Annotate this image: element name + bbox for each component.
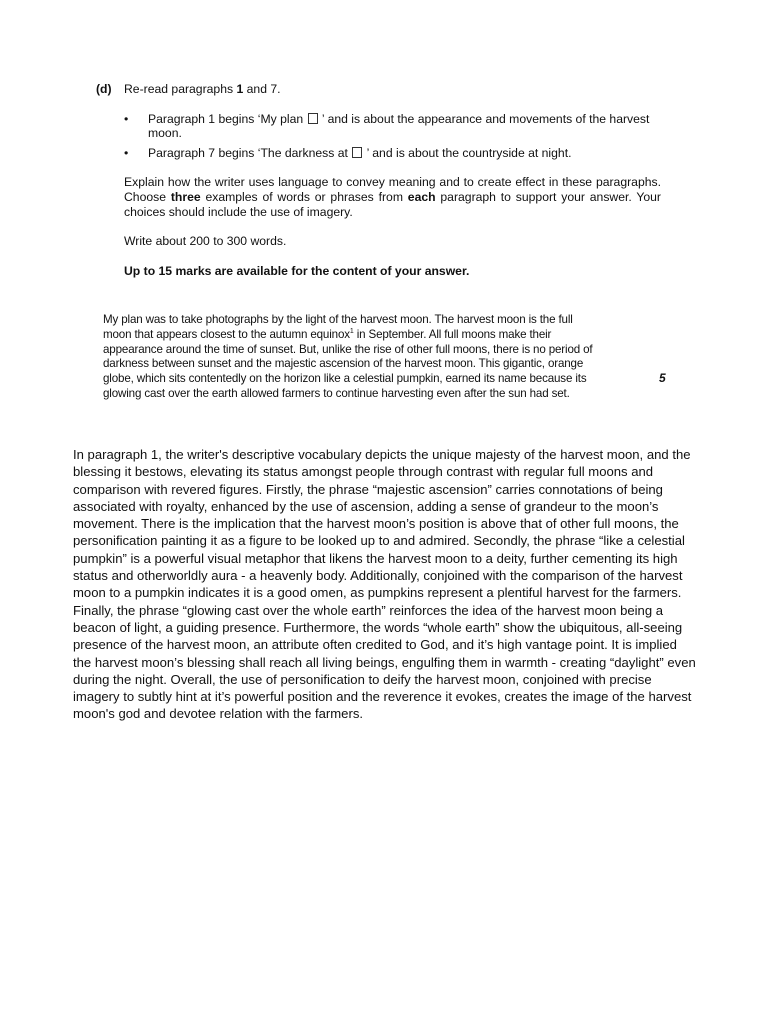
line-number: 5 <box>659 371 666 385</box>
explain-text-2: examples of words or phrases from <box>200 189 408 204</box>
bullet2-text: Paragraph 7 begins ‘The darkness at <box>148 145 352 160</box>
question-label: (d) <box>96 82 112 96</box>
student-answer: In paragraph 1, the writer's descriptive vocabulary depicts the unique majesty of the harvest moon, and the blessing it bestows, elevating its status amongst people through contrast with regular full moons and comparison with revered figures. Firstly, the phrase “majestic ascension” carries connotations of being associated with royalty, enhanced by the use of ascension, adding a sense of grandeur to the moon’s movement. There is the implication that the harvest moon’s position is above that of other full moons, the personification painting it as a figure to be looked up to and admired. Secondly, the phrase “like a celestial pumpkin” is a powerful visual metaphor that likens the harvest moon to a deity, further cementing its high status and otherworldly aura - a heavenly body. Additionally, conjoined with the comparison of the harvest moon to a pumpkin indicates it is a good omen, as pumpkins represent a plentiful harvest for the farmers. Finally, the phrase “glowing cast over the whole earth” reinforces the idea of the harvest moon being a beacon of light, a guiding presence. Furthermore, the words “whole earth” show the ubiquitous, all-seeing presence of the harvest moon, an attribute often credited to God, and it’s high vantage point. It is implied the harvest moon’s blessing shall reach all living beings, engulfing them in warmth - creating “daylight” even during the night. Overall, the use of personification to deify the harvest moon, conjoined with precise imagery to subtly hint at it’s powerful position and the reverence it evokes, creates the image of the harvest moon's god and devotee relation with the farmers. <box>73 447 696 722</box>
bullet1-text-end: ’ and is about the appearance and movements of the harvest moon. <box>148 111 650 141</box>
bullet-paragraph-7 <box>124 146 661 161</box>
footnote-marker: 1 <box>349 327 354 335</box>
instruction-paragraph-number: 1 <box>236 82 244 96</box>
explain-text-1: Explain how the writer uses language to convey meaning and to create effect in these paragraphs. Choose <box>124 175 661 204</box>
explain-text-3: paragraph to support your answer. Your choices should include the use of imagery. <box>124 189 661 219</box>
bullet2-text-end: ’ and is about the countryside at night. <box>363 145 572 160</box>
instruction-text: Re-read paragraphs <box>124 82 237 96</box>
marks-instruction: Up to 15 marks are available for the content of your answer. <box>124 263 470 278</box>
missing-glyph-box-icon <box>352 147 362 158</box>
missing-glyph-box-icon <box>308 113 318 124</box>
instruction-text-end: and 7. <box>243 82 281 96</box>
explain-bold-each: each <box>407 189 436 204</box>
question-bullet-list <box>124 112 661 161</box>
extract-text-end: in September. All full moons make their appearance around the time of sunset. But, unlike the rise of other full moons, there is no period of darkness between sunset and the majestic ascension of the harvest moon. This gigantic, orange globe, which sits contentedly on the horizon like a celestial pumpkin, earned its name because its glowing cast over the earth allowed farmers to continue harvesting even after the sun had set. <box>103 327 593 400</box>
question-explanation <box>124 175 661 219</box>
bullet1-text: Paragraph 1 begins ‘My plan <box>148 111 307 126</box>
extract-text: My plan was to take photographs by the light of the harvest moon. The harvest moon is the full moon that appears closest to the autumn equinox <box>103 313 573 341</box>
explain-bold-three: three <box>170 189 201 204</box>
source-extract <box>103 313 597 402</box>
word-count-instruction: Write about 200 to 300 words. <box>124 234 287 249</box>
question-header <box>96 82 661 97</box>
bullet-paragraph-1 <box>124 112 661 141</box>
exam-question <box>96 82 661 278</box>
question-instruction <box>124 82 281 97</box>
